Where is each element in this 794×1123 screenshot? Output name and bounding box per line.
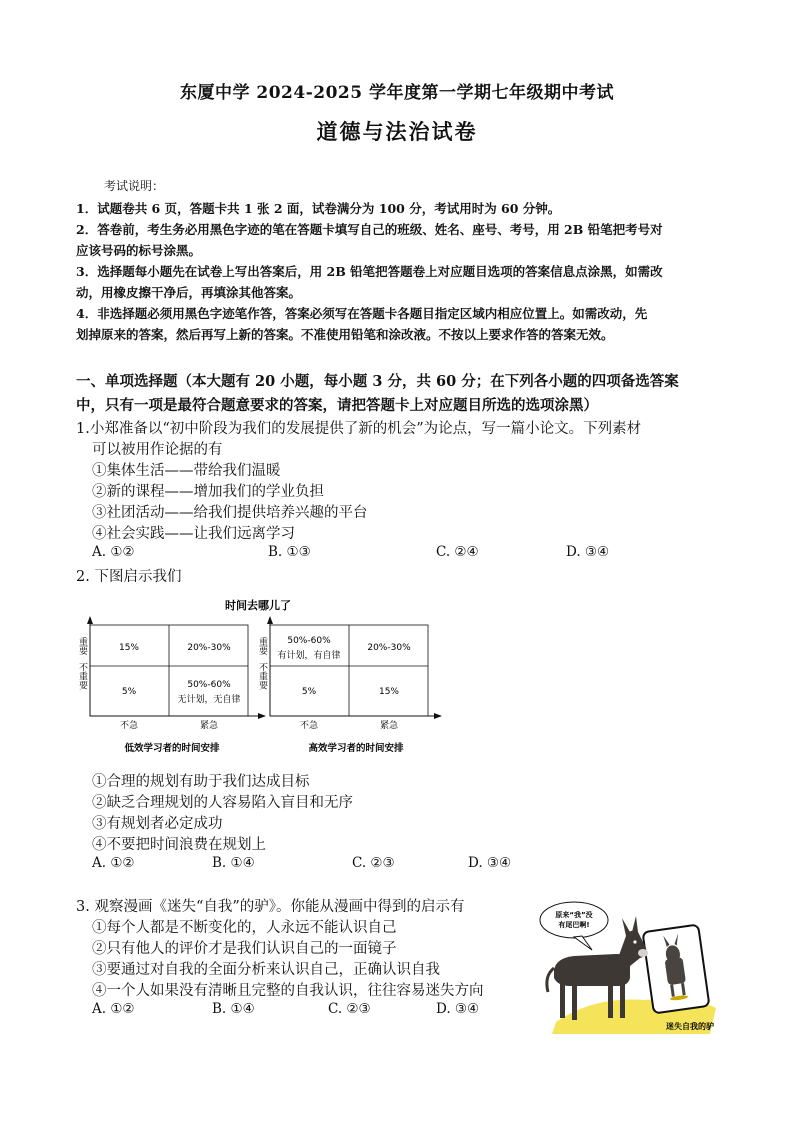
q1-option-b[interactable]: B. ①③: [268, 544, 311, 560]
q2-item: ①合理的规划有助于我们达成目标: [92, 774, 310, 790]
donkey-comic: [534, 896, 724, 1038]
y-label-bottom: 不重要: [77, 662, 87, 690]
q1-item: ④社会实践——让我们远离学习: [92, 526, 295, 542]
q1-item: ②新的课程——增加我们的学业负担: [92, 484, 324, 500]
high-efficiency-quadrant: [257, 616, 442, 754]
q2-item: ④不要把时间浪费在规划上: [92, 837, 266, 853]
q2-item: ③有规划者必定成功: [92, 816, 223, 832]
q2-option-c[interactable]: C. ②③: [352, 855, 395, 871]
cell-value: 20%-30%: [367, 643, 411, 653]
q3-item: ②只有他人的评价才是我们认识自己的一面镜子: [92, 941, 397, 957]
instruction-line: 3．选择题每小题先在试卷上写出答案后，用 2B 铅笔把答题卷上对应题目选项的答案信息点涂黑，如需改: [76, 264, 663, 279]
q2-option-b[interactable]: B. ①④: [212, 855, 255, 871]
low-efficiency-quadrant: [77, 616, 266, 754]
arrow-right-icon: [258, 713, 266, 719]
instructions-heading: 考试说明：: [104, 179, 165, 193]
q2-stem: 2. 下图启示我们: [76, 569, 182, 585]
instruction-line: 4．非选择题必须用黑色字迹笔作答，答案必须写在答题卡各题目指定区域内相应位置上。如需改动，先: [76, 306, 648, 321]
cell-value: 15%: [378, 687, 400, 697]
arrow-right-icon: [434, 713, 442, 719]
q2-option-d[interactable]: D. ③④: [468, 855, 512, 871]
y-label-top: 重要: [77, 637, 87, 655]
x-label-left: 不急: [299, 721, 319, 731]
q3-item: ④一个人如果没有清晰且完整的自我认识，往往容易迷失方向: [92, 983, 484, 999]
instruction-line: 划掉原来的答案，然后再写上新的答案。不准使用铅笔和涂改液。不按以上要求作答的答案无效。: [76, 327, 614, 342]
q3-option-d[interactable]: D. ③④: [436, 1001, 480, 1017]
cell-note: 无计划，无自律: [177, 695, 241, 705]
q2-item: ②缺乏合理规划的人容易陷入盲目和无序: [92, 795, 353, 811]
y-label-bottom: 不重要: [257, 662, 267, 690]
instruction-line: 2．答卷前，考生务必用黑色字迹的笔在答题卡填写自己的班级、姓名、座号、考号，用 2B 铅笔把考号对: [76, 222, 663, 237]
cell-value: 50%-60%: [287, 636, 331, 646]
q3-option-a[interactable]: A. ①②: [92, 1001, 135, 1017]
arrow-up-icon: [267, 616, 273, 624]
caption: 高效学习者的时间安排: [308, 743, 404, 754]
q3-option-b[interactable]: B. ①④: [212, 1001, 255, 1017]
x-label-right: 紧急: [199, 721, 219, 731]
q1-stem: 1.小郑准备以“初中阶段为我们的发展提供了新的机会”为论点，写一篇小论文。下列素材: [76, 421, 642, 437]
figure-title: 时间去哪儿了: [225, 599, 291, 612]
q1-option-d[interactable]: D. ③④: [566, 544, 610, 560]
cell-value: 5%: [301, 687, 317, 697]
cell-value: 15%: [118, 643, 140, 653]
exam-title: 东厦中学 2024-2025 学年度第一学期七年级期中考试: [179, 83, 615, 103]
cell-note: 有计划，有自律: [277, 651, 341, 661]
comic-caption: 迷失自我的驴: [666, 1022, 714, 1031]
q3-item: ③要通过对自我的全面分析来认识自己，正确认识自我: [92, 962, 440, 978]
q3-option-c[interactable]: C. ②③: [328, 1001, 371, 1017]
arrow-up-icon: [87, 616, 93, 624]
caption: 低效学习者的时间安排: [124, 743, 220, 754]
x-label-right: 紧急: [379, 721, 399, 731]
q1-item: ①集体生活——带给我们温暖: [92, 463, 281, 479]
q1-stem: 可以被用作论据的有: [92, 442, 223, 458]
time-management-figure: [72, 596, 444, 758]
section-heading: 中，只有一项是最符合题意要求的答案，请把答题卡上对应题目所选的选项涂黑）: [76, 397, 598, 414]
q3-item: ①每个人都是不断变化的，人永远不能认识自己: [92, 920, 397, 936]
bubble-text: 原来“我”没: [555, 911, 593, 919]
cell-value: 50%-60%: [187, 680, 231, 690]
q2-option-a[interactable]: A. ①②: [92, 855, 135, 871]
q1-option-a[interactable]: A. ①②: [92, 544, 135, 560]
speech-bubble: [540, 902, 608, 938]
section-heading: 一、单项选择题（本大题有 20 小题，每小题 3 分，共 60 分；在下列各小题的四项备选答案: [76, 373, 679, 390]
y-label-top: 重要: [257, 637, 267, 655]
q3-stem: 3. 观察漫画《迷失“自我”的驴》。你能从漫画中得到的启示有: [76, 899, 465, 915]
instruction-line: 1．试题卷共 6 页，答题卡共 1 张 2 面，试卷满分为 100 分，考试用时为 60 分钟。: [76, 201, 561, 216]
exam-subject-title: 道德与法治试卷: [316, 119, 478, 144]
cell-value: 20%-30%: [187, 643, 231, 653]
q1-item: ③社团活动——给我们提供培养兴趣的平台: [92, 505, 368, 521]
instruction-line: 动，用橡皮擦干净后，再填涂其他答案。: [76, 285, 302, 300]
x-label-left: 不急: [119, 721, 139, 731]
q1-option-c[interactable]: C. ②④: [436, 544, 479, 560]
bubble-text: 有尾巴啊!: [558, 921, 590, 929]
cell-value: 5%: [121, 687, 137, 697]
instruction-line: 应该号码的标号涂黑。: [76, 243, 202, 258]
